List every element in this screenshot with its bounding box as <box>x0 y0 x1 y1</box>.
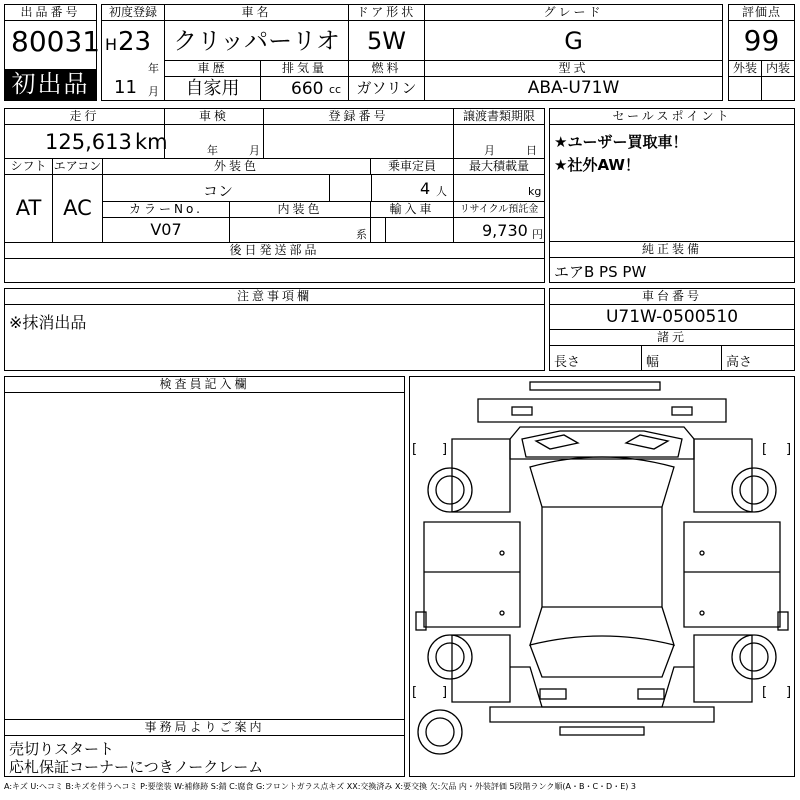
interior-color-unit: 系 <box>356 228 367 241</box>
vehicle-info-box <box>4 108 545 283</box>
mileage-cell <box>5 125 168 159</box>
car-name-value: クリッパーリオ <box>165 21 349 61</box>
mileage-value: 125,613 <box>45 130 132 154</box>
import-cell <box>371 218 454 242</box>
recycle-cell <box>454 218 544 242</box>
max-load-unit: kg <box>528 185 542 198</box>
specs-label: 諸元 <box>550 330 794 346</box>
mileage-label: 走行 <box>5 109 165 125</box>
registration-label: 登録番号 <box>264 109 454 125</box>
left-front-fender <box>452 439 510 512</box>
transfer-month-unit: 月 <box>484 144 495 157</box>
inspector-box <box>4 376 405 720</box>
lot-box <box>4 4 101 101</box>
sales-point-label: セールスポイント <box>550 109 794 125</box>
max-load-label: 最大積載量 <box>454 159 544 175</box>
aircon-label: エアコン <box>53 159 102 173</box>
capacity-label: 乗車定員 <box>371 159 454 175</box>
right-bracket-close-1: ] <box>786 442 792 457</box>
first-reg-label: 初度登録 <box>102 5 165 21</box>
height-cell <box>722 346 794 370</box>
later-parts-value <box>5 258 544 282</box>
import-sub <box>385 218 386 242</box>
height-label: 高さ <box>726 355 753 370</box>
history-label: 車歴 <box>165 61 261 77</box>
notes-box <box>4 288 545 371</box>
length-label: 長さ <box>554 355 581 370</box>
left-bracket-open-2: [ <box>412 685 418 700</box>
first-reg-month: 11 <box>114 77 137 98</box>
width-label: 幅 <box>646 355 660 370</box>
sales-point-line-2: ★社外AW！ <box>554 156 640 174</box>
windshield <box>522 431 682 457</box>
exterior-color-cell <box>103 175 371 202</box>
chassis-box <box>549 288 795 371</box>
right-bracket-open-1: [ <box>762 442 768 457</box>
interior-color-cell <box>230 218 371 242</box>
hood <box>510 427 694 459</box>
recycle-value: 9,730 <box>482 221 528 240</box>
left-front-wheel <box>428 468 472 512</box>
sales-point-box <box>549 108 795 242</box>
right-bracket-close-2: ] <box>786 685 792 700</box>
color-no-value: V07 <box>103 218 230 242</box>
left-rear-fender <box>452 635 510 702</box>
office-line-1: 売切りスタート <box>9 740 115 758</box>
equipment-box <box>549 241 795 283</box>
equipment-label: 純正装備 <box>550 242 794 258</box>
inspection-month-unit: 月 <box>249 144 260 157</box>
model-value: ABA-U71W <box>527 78 620 98</box>
exterior-color-sub <box>329 175 371 201</box>
inspector-label: 検査員記入欄 <box>5 377 404 393</box>
left-doors <box>424 522 520 627</box>
front-bumper-top <box>530 382 660 390</box>
fuel-label: 燃料 <box>349 61 425 77</box>
lot-number: 80031 <box>11 25 101 58</box>
first-reg-era: H <box>105 35 118 54</box>
displacement-value: 660 <box>291 79 324 99</box>
length-cell <box>550 346 642 370</box>
recycle-unit: 円 <box>532 228 543 241</box>
damage-diagram-box <box>409 376 795 777</box>
sales-point-line-1: ★ユーザー買取車！ <box>554 133 688 151</box>
door-value: 5W <box>349 21 425 61</box>
history-value: 自家用 <box>165 77 261 100</box>
aircon-value: AC <box>53 175 103 242</box>
first-reg-cell <box>102 21 165 100</box>
color-no-label: カラーNo. <box>103 202 230 218</box>
equipment-value: エアB PS PW <box>554 263 647 281</box>
model-label: 型式 <box>425 61 722 77</box>
shift-value: AT <box>5 175 53 242</box>
car-name-label: 車名 <box>165 5 349 21</box>
score-value: 99 <box>729 21 794 61</box>
transfer-day-unit: 日 <box>526 144 537 157</box>
office-box <box>4 719 405 777</box>
front-bumper <box>478 399 726 422</box>
interior-color-label: 内装色 <box>230 202 371 218</box>
registration-value <box>264 125 454 159</box>
left-bracket-close-2: ] <box>442 685 448 700</box>
inspection-year-unit: 年 <box>207 144 218 157</box>
capacity-cell <box>371 175 454 202</box>
notes-label: 注意事項欄 <box>5 289 544 305</box>
first-reg-year: 23 <box>118 27 152 57</box>
score-box <box>728 4 795 101</box>
right-front-fender <box>694 439 752 512</box>
rear-window <box>530 645 674 677</box>
right-rear-wheel <box>732 635 776 679</box>
score-label: 評価点 <box>729 5 794 21</box>
right-front-wheel <box>732 468 776 512</box>
office-line-2: 応札保証コーナーにつきノークレーム <box>9 758 264 776</box>
first-reg-month-unit: 月 <box>148 85 159 98</box>
exterior-color-label: 外装色 <box>103 159 371 175</box>
left-rear-wheel <box>428 635 472 679</box>
transfer-label: 譲渡書類期限 <box>454 109 544 125</box>
roof <box>530 457 674 645</box>
notes-value: ※抹消出品 <box>9 313 87 332</box>
door-label: ドア形状 <box>349 5 425 21</box>
displacement-cell <box>261 77 349 100</box>
left-bracket-close-1: ] <box>442 442 448 457</box>
shift-label: シフト <box>5 159 53 175</box>
later-parts-label: 後日発送部品 <box>5 242 544 259</box>
rear-bumper <box>490 707 714 722</box>
grade-label: グレード <box>425 5 722 21</box>
mileage-unit: km <box>135 130 168 154</box>
chassis-label: 車台番号 <box>550 289 794 305</box>
exterior-color-value: コン <box>203 182 234 200</box>
car-diagram <box>410 377 794 776</box>
grade-value: G <box>425 21 722 61</box>
exterior-score-value <box>729 77 762 100</box>
displacement-label: 排気量 <box>261 61 349 77</box>
office-label: 事務局よりご案内 <box>5 720 404 736</box>
max-load-cell <box>454 175 544 202</box>
inspection-cell <box>165 125 264 159</box>
chassis-value: U71W-0500510 <box>550 305 794 330</box>
lot-label: 出品番号 <box>5 5 96 21</box>
inspection-label: 車検 <box>165 109 264 125</box>
right-bracket-open-2: [ <box>762 685 768 700</box>
displacement-unit: cc <box>329 83 342 96</box>
first-reg-year-unit: 年 <box>148 62 159 75</box>
first-listing-badge: 初出品 <box>5 69 96 100</box>
interior-score-label: 内装 <box>762 61 794 77</box>
exterior-score-label: 外装 <box>729 61 762 77</box>
width-cell <box>642 346 722 370</box>
right-rear-fender <box>694 635 752 702</box>
capacity-value: 4 <box>420 179 431 198</box>
rear-gate <box>510 667 694 707</box>
legend-text: A:キズ U:ヘコミ B:キズを伴うヘコミ P:要塗装 W:補修跡 S:錆 C:腐食 G:フロントガラス点キズ XX:交換済み X:要交換 欠:欠品 内・外装評価 5段階ランク順(A・B・C・D・E) 3 <box>4 782 637 791</box>
capacity-unit: 人 <box>436 185 447 198</box>
recycle-label: リサイクル預託金 <box>454 202 544 218</box>
left-bracket-open-1: [ <box>412 442 418 457</box>
header-main-box <box>101 4 723 101</box>
fuel-value: ガソリン <box>349 77 425 100</box>
right-doors <box>684 522 780 627</box>
spare-wheel <box>418 710 462 754</box>
import-label: 輸入車 <box>371 202 454 218</box>
transfer-cell <box>454 125 544 159</box>
